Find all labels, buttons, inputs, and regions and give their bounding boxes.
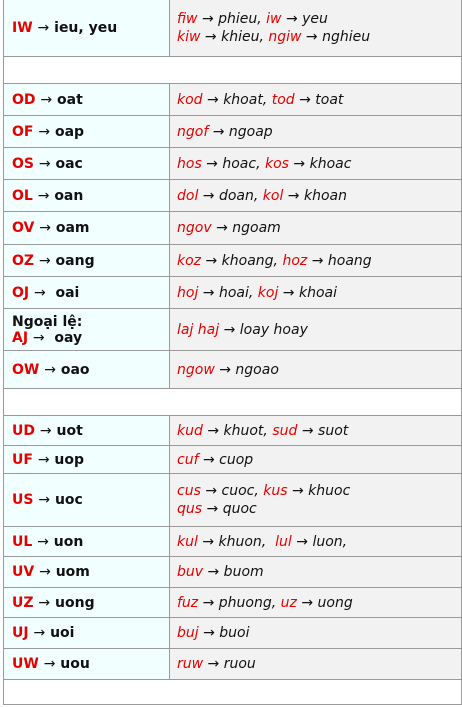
- arrow-icon: →: [34, 284, 46, 301]
- table-row: [4, 527, 461, 557]
- rule-result: uoc: [54, 492, 83, 508]
- typed-input: tod: [271, 91, 295, 108]
- rule-line: [12, 92, 169, 108]
- rule-cell: [4, 180, 170, 211]
- typed-input: kud: [177, 422, 203, 439]
- converted-output: → hoai,: [198, 284, 258, 301]
- rule-code: OL: [12, 187, 33, 204]
- typed-input: kus: [263, 483, 288, 499]
- rule-result: oan: [54, 187, 84, 204]
- separator-row: [4, 680, 461, 705]
- converted-output: → khoang,: [201, 252, 283, 269]
- rule-result: oay: [49, 329, 83, 346]
- rule-code: UZ: [12, 594, 34, 611]
- arrow-icon: →: [38, 594, 51, 611]
- typed-input: hoj: [177, 284, 199, 301]
- rule-line: [12, 534, 169, 550]
- example-cell: [170, 351, 461, 388]
- typed-input: ngiw: [268, 28, 302, 45]
- typed-input: hoz: [282, 252, 308, 269]
- rule-code: UL: [12, 533, 33, 550]
- rule-result: uot: [56, 422, 83, 439]
- example-cell: [170, 588, 461, 617]
- typed-input: ngow: [177, 361, 215, 378]
- rule-code: IW: [12, 19, 33, 36]
- rule-line: [12, 492, 169, 508]
- rule-line: [12, 362, 169, 378]
- rule-cell: [4, 84, 170, 115]
- example-cell: [170, 0, 461, 56]
- rule-result: uoi: [50, 625, 75, 641]
- rule-code: OF: [12, 123, 34, 140]
- rule-code: OJ: [12, 284, 30, 301]
- rule-line: [12, 20, 169, 36]
- rule-line: [12, 564, 169, 580]
- exception-label: Ngoại lệ:: [12, 313, 83, 330]
- converted-output: → phieu,: [197, 10, 267, 27]
- typed-input: koz: [177, 252, 202, 269]
- rule-cell: [4, 557, 170, 587]
- rule-result: oat: [57, 91, 83, 108]
- rule-cell: [4, 474, 170, 526]
- typed-input: ngov: [177, 220, 212, 236]
- rule-code: UF: [12, 451, 33, 468]
- rule-code: OS: [12, 155, 34, 172]
- converted-output: → khieu,: [200, 28, 269, 45]
- example-cell: [170, 180, 461, 211]
- rule-result: ieu, yeu: [54, 19, 118, 36]
- arrow-icon: →: [37, 19, 50, 36]
- typed-input: qus: [177, 501, 203, 517]
- typed-input: dol: [177, 187, 199, 204]
- rule-line: [12, 625, 169, 641]
- rule-cell: [4, 527, 170, 556]
- rule-result: uop: [54, 451, 85, 468]
- converted-output: → loay hoay: [219, 321, 308, 338]
- converted-output: → buoi: [198, 625, 250, 641]
- rule-line: [12, 156, 169, 172]
- rule-code: OD: [12, 91, 36, 108]
- rule-cell: [4, 618, 170, 648]
- example-line: [177, 321, 461, 339]
- converted-output: → cuoc,: [200, 483, 264, 499]
- converted-output: → uong: [296, 594, 353, 611]
- typed-input: kiw: [177, 28, 201, 45]
- arrow-icon: →: [37, 187, 50, 204]
- converted-output: → ngoap: [208, 123, 273, 140]
- typed-input: laj haj: [177, 321, 220, 338]
- typed-input: kod: [177, 91, 203, 108]
- rule-line: [12, 253, 169, 269]
- example-line: [177, 252, 461, 270]
- arrow-icon: →: [38, 155, 51, 172]
- typed-input: lul: [275, 533, 292, 550]
- rule-code: US: [12, 492, 34, 508]
- converted-output: → khuon,: [197, 533, 276, 550]
- table-row: [4, 416, 461, 446]
- arrow-icon: →: [39, 564, 51, 580]
- example-cell: [170, 474, 461, 526]
- telex-rules-table: [3, 0, 462, 705]
- example-line: [177, 123, 461, 141]
- rule-cell: [4, 309, 170, 350]
- rule-line: [12, 452, 169, 468]
- example-line: [177, 91, 461, 109]
- rule-cell: [4, 212, 170, 244]
- rule-result: oap: [54, 123, 85, 140]
- example-cell: [170, 618, 461, 648]
- converted-output: → ruou: [203, 656, 256, 672]
- converted-output: → cuop: [198, 451, 254, 468]
- table-row: [4, 309, 461, 351]
- typed-input: cuf: [177, 451, 199, 468]
- rule-line: [12, 423, 169, 439]
- rule-line: [12, 595, 169, 611]
- arrow-icon: →: [40, 91, 53, 108]
- rule-result: uong: [55, 594, 95, 611]
- example-cell: [170, 557, 461, 587]
- table-row: [4, 557, 461, 588]
- example-line: [177, 500, 461, 518]
- table-row: [4, 277, 461, 309]
- rule-result: uom: [55, 564, 90, 580]
- arrow-icon: →: [37, 451, 50, 468]
- example-cell: [170, 277, 461, 308]
- typed-input: fiw: [177, 10, 198, 27]
- example-line: [177, 187, 461, 205]
- converted-output: → ngoao: [214, 361, 279, 378]
- rule-result: oang: [55, 252, 95, 269]
- table-row: [4, 588, 461, 618]
- arrow-icon: →: [39, 220, 51, 236]
- rule-cell: [4, 649, 170, 679]
- table-row: [4, 180, 461, 212]
- rule-code: UV: [12, 564, 35, 580]
- converted-output: → hoang: [307, 252, 372, 269]
- converted-output: → toat: [294, 91, 344, 108]
- converted-output: → ngoam: [211, 220, 281, 236]
- table-row: [4, 618, 461, 649]
- typed-input: uz: [280, 594, 297, 611]
- rule-cell: [4, 351, 170, 388]
- separator-row: [4, 57, 461, 84]
- table-row: [4, 474, 461, 527]
- rule-result: uou: [60, 656, 90, 672]
- rule-cell: [4, 446, 170, 473]
- rule-cell: [4, 116, 170, 147]
- typed-input: kol: [262, 187, 284, 204]
- example-cell: [170, 245, 461, 276]
- converted-output: → luon,: [291, 533, 348, 550]
- rule-code: UW: [12, 656, 39, 672]
- rule-line: [12, 330, 169, 346]
- example-line: [177, 451, 461, 469]
- table-row: [4, 84, 461, 116]
- rule-code: UD: [12, 422, 35, 439]
- converted-output: → khuot,: [202, 422, 273, 439]
- typed-input: hos: [177, 155, 202, 172]
- rule-cell: [4, 416, 170, 445]
- converted-output: → doan,: [198, 187, 263, 204]
- example-line: [177, 28, 461, 46]
- table-row: [4, 0, 461, 57]
- rule-result: oam: [55, 220, 90, 236]
- rule-code: OV: [12, 220, 35, 236]
- example-line: [177, 563, 461, 581]
- converted-output: → hoac,: [201, 155, 265, 172]
- rule-result: uon: [53, 533, 84, 550]
- table-row: [4, 351, 461, 389]
- arrow-icon: →: [38, 123, 51, 140]
- rule-cell: [4, 277, 170, 308]
- table-row: [4, 446, 461, 474]
- example-cell: [170, 416, 461, 445]
- rule-result: oac: [55, 155, 83, 172]
- example-cell: [170, 309, 461, 350]
- example-line: [177, 422, 461, 440]
- example-cell: [170, 116, 461, 147]
- converted-output: → yeu: [281, 10, 328, 27]
- example-cell: [170, 212, 461, 244]
- converted-output: → nghieu: [301, 28, 371, 45]
- typed-input: ruw: [177, 656, 204, 672]
- converted-output: → khuoc: [287, 483, 351, 499]
- rule-line: [12, 188, 169, 204]
- typed-input: buv: [177, 564, 204, 580]
- rule-cell: [4, 148, 170, 179]
- converted-output: → suot: [297, 422, 349, 439]
- example-line: [177, 533, 461, 551]
- table-row: [4, 245, 461, 277]
- rule-line: [12, 285, 169, 301]
- rule-code: UJ: [12, 625, 29, 641]
- example-cell: [170, 527, 461, 556]
- converted-output: → khoai: [278, 284, 337, 301]
- converted-output: → khoac: [288, 155, 352, 172]
- rule-line: [12, 220, 169, 236]
- example-line: [177, 10, 461, 28]
- table-row: [4, 649, 461, 680]
- arrow-icon: →: [37, 533, 49, 550]
- rule-result: oai: [50, 284, 80, 301]
- typed-input: iw: [266, 10, 282, 27]
- example-line: [177, 361, 461, 379]
- rule-cell: [4, 588, 170, 617]
- rule-line: [12, 124, 169, 140]
- rule-cell: [4, 0, 170, 56]
- table-row: [4, 148, 461, 180]
- example-line: [177, 155, 461, 173]
- rule-code: OZ: [12, 252, 35, 269]
- typed-input: kul: [177, 533, 198, 550]
- example-cell: [170, 446, 461, 473]
- typed-input: cus: [177, 483, 201, 499]
- arrow-icon: →: [32, 329, 45, 346]
- arrow-icon: →: [39, 422, 52, 439]
- arrow-icon: →: [38, 252, 51, 269]
- rule-code: AJ: [12, 329, 29, 346]
- separator-row: [4, 389, 461, 416]
- arrow-icon: →: [38, 492, 51, 508]
- arrow-icon: →: [44, 361, 56, 378]
- typed-input: sud: [272, 422, 298, 439]
- converted-output: → quoc: [202, 501, 257, 517]
- table-row: [4, 116, 461, 148]
- example-line: [177, 284, 461, 302]
- typed-input: ngof: [177, 123, 209, 140]
- typed-input: koj: [257, 284, 279, 301]
- typed-input: fuz: [177, 594, 199, 611]
- example-cell: [170, 649, 461, 679]
- converted-output: → buom: [203, 564, 264, 580]
- rule-line: [12, 656, 169, 672]
- rule-code: OW: [12, 361, 40, 378]
- converted-output: → khoat,: [202, 91, 272, 108]
- converted-output: → phuong,: [198, 594, 281, 611]
- example-line: [177, 624, 461, 642]
- example-cell: [170, 148, 461, 179]
- rule-result: oao: [60, 361, 90, 378]
- example-cell: [170, 84, 461, 115]
- example-line: [177, 594, 461, 612]
- typed-input: buj: [177, 625, 199, 641]
- typed-input: kos: [264, 155, 289, 172]
- example-line: [177, 655, 461, 673]
- example-line: [177, 482, 461, 500]
- arrow-icon: →: [43, 656, 56, 672]
- converted-output: → khoan: [283, 187, 347, 204]
- table-row: [4, 212, 461, 245]
- arrow-icon: →: [33, 625, 46, 641]
- example-line: [177, 219, 461, 237]
- rule-cell: [4, 245, 170, 276]
